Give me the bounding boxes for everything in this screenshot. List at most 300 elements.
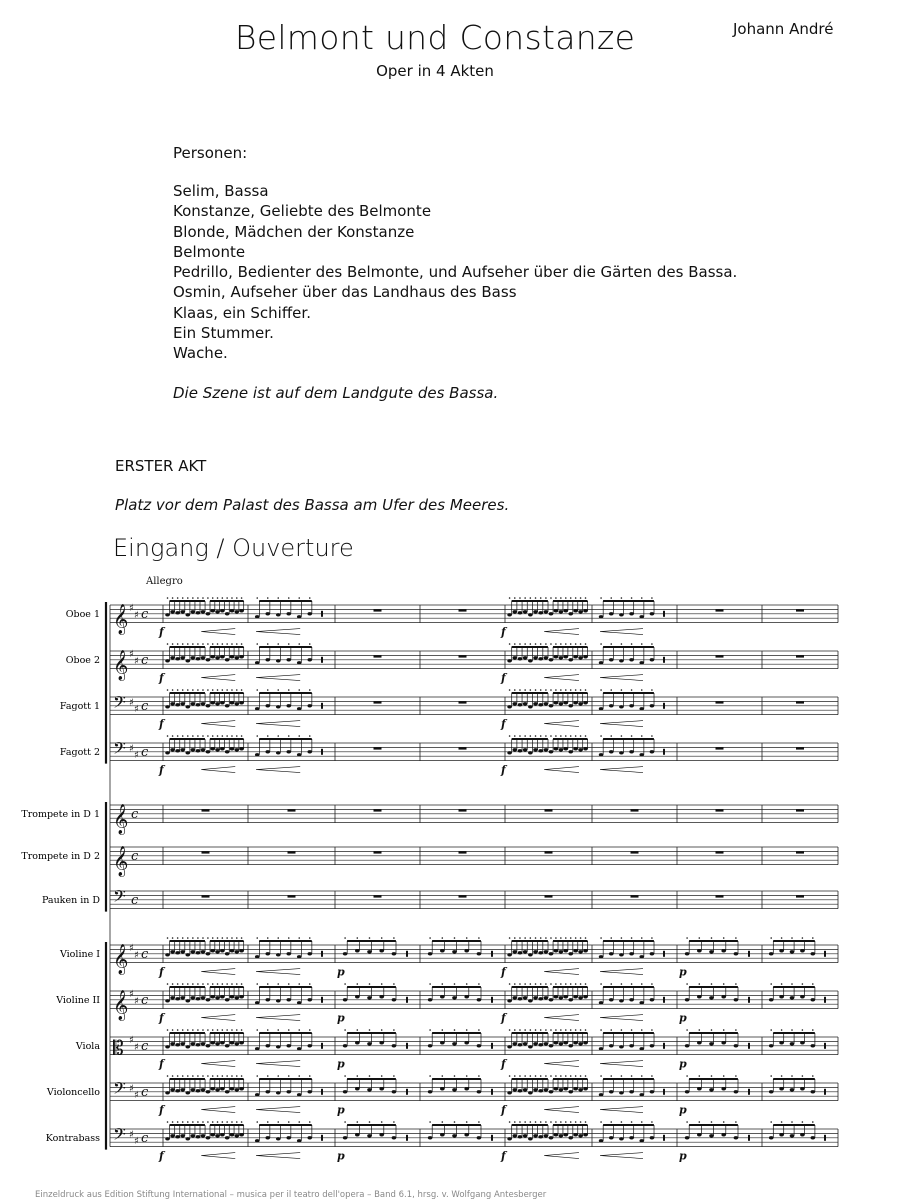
- sixteenth-note: [599, 1093, 604, 1096]
- staccato-dot: [202, 735, 204, 737]
- staccato-dot: [197, 983, 199, 985]
- sixteenth-note: [578, 1134, 583, 1137]
- sixteenth-note: [234, 702, 239, 705]
- staccato-dot: [256, 597, 258, 599]
- staccato-dot: [651, 689, 653, 691]
- quarter-rest-icon: [321, 657, 323, 663]
- staccato-dot: [812, 1075, 814, 1077]
- sixteenth-note: [196, 611, 201, 614]
- staccato-dot: [641, 735, 643, 737]
- staccato-dot: [182, 735, 184, 737]
- staccato-dot: [222, 597, 224, 599]
- staccato-dot: [236, 735, 238, 737]
- sixteenth-note: [170, 748, 175, 751]
- sixteenth-note: [554, 1041, 559, 1044]
- staccato-dot: [686, 1029, 688, 1031]
- staccato-dot: [177, 983, 179, 985]
- staccato-dot: [781, 1121, 783, 1123]
- sixteenth-note: [533, 1134, 538, 1137]
- sixteenth-note: [201, 702, 206, 705]
- time-signature: c: [141, 946, 149, 962]
- sixteenth-note: [210, 949, 215, 952]
- sharp-icon: ♯: [134, 750, 139, 761]
- sixteenth-note: [286, 1044, 291, 1047]
- sixteenth-note: [528, 1091, 533, 1094]
- staccato-dot: [550, 643, 552, 645]
- sixteenth-note: [518, 749, 523, 752]
- staccato-dot: [535, 1121, 537, 1123]
- sixteenth-note: [220, 1133, 225, 1136]
- sixteenth-note: [165, 613, 170, 616]
- staccato-dot: [202, 937, 204, 939]
- staccato-dot: [226, 1029, 228, 1031]
- eighth-note: [379, 1087, 384, 1090]
- sixteenth-note: [544, 1042, 549, 1045]
- staccato-dot: [277, 1121, 279, 1123]
- sixteenth-note: [170, 610, 175, 613]
- sixteenth-note: [629, 750, 634, 753]
- staccato-dot: [393, 937, 395, 939]
- staccato-dot: [550, 735, 552, 737]
- staccato-dot: [478, 937, 480, 939]
- staccato-dot: [442, 983, 444, 985]
- sixteenth-note: [165, 999, 170, 1002]
- sixteenth-note: [180, 748, 185, 751]
- sixteenth-note: [523, 656, 528, 659]
- staccato-dot: [802, 1121, 804, 1123]
- staccato-dot: [197, 735, 199, 737]
- staccato-dot: [182, 643, 184, 645]
- staccato-dot: [519, 1029, 521, 1031]
- whole-rest-icon: [716, 851, 724, 853]
- quarter-rest-icon: [321, 703, 323, 709]
- staccato-dot: [514, 689, 516, 691]
- staccato-dot: [309, 643, 311, 645]
- dynamic-piano: p: [679, 1057, 687, 1071]
- sixteenth-note: [255, 955, 260, 958]
- sixteenth-note: [180, 996, 185, 999]
- staccato-dot: [357, 1121, 359, 1123]
- staccato-dot: [580, 597, 582, 599]
- eighth-note: [428, 1136, 433, 1139]
- staccato-dot: [187, 1075, 189, 1077]
- staccato-dot: [393, 983, 395, 985]
- sixteenth-note: [225, 1136, 230, 1139]
- staccato-dot: [256, 689, 258, 691]
- staccato-dot: [711, 1121, 713, 1123]
- staccato-dot: [550, 983, 552, 985]
- sixteenth-note: [215, 1042, 220, 1045]
- staccato-dot: [560, 735, 562, 737]
- staccato-dot: [781, 937, 783, 939]
- whole-rest-icon: [288, 809, 296, 811]
- staccato-dot: [600, 597, 602, 599]
- dynamic-piano: p: [337, 965, 345, 979]
- staccato-dot: [610, 643, 612, 645]
- sixteenth-note: [297, 1047, 302, 1050]
- sixteenth-note: [220, 655, 225, 658]
- sixteenth-note: [206, 750, 211, 753]
- sixteenth-note: [206, 952, 211, 955]
- eighth-note: [709, 950, 714, 953]
- staccato-dot: [610, 1075, 612, 1077]
- staccato-dot: [357, 937, 359, 939]
- sixteenth-note: [544, 702, 549, 705]
- dynamic-piano: p: [337, 1057, 345, 1071]
- staccato-dot: [535, 983, 537, 985]
- staccato-dot: [231, 735, 233, 737]
- staccato-dot: [267, 1075, 269, 1077]
- crescendo-hairpin: [201, 721, 235, 727]
- crescendo-hairpin: [600, 1153, 643, 1159]
- staccato-dot: [555, 643, 557, 645]
- sixteenth-note: [609, 704, 614, 707]
- sixteenth-note: [210, 1041, 215, 1044]
- sixteenth-note: [559, 996, 564, 999]
- sixteenth-note: [583, 655, 588, 658]
- sixteenth-note: [307, 658, 312, 661]
- staccato-dot: [226, 689, 228, 691]
- staccato-dot: [530, 1121, 532, 1123]
- eighth-note: [464, 995, 469, 998]
- staccato-dot: [192, 1075, 194, 1077]
- sixteenth-note: [563, 1041, 568, 1044]
- sixteenth-note: [206, 1044, 211, 1047]
- eighth-note: [734, 952, 739, 955]
- sixteenth-note: [206, 998, 211, 1001]
- staccato-dot: [540, 937, 542, 939]
- act-place: Platz vor dem Palast des Bassa am Ufer des Meeres.: [115, 496, 510, 514]
- eighth-note: [779, 1041, 784, 1044]
- cast-item: Blonde, Mädchen der Konstanze: [173, 222, 415, 241]
- sixteenth-note: [234, 950, 239, 953]
- staccato-dot: [182, 1029, 184, 1031]
- sixteenth-note: [523, 748, 528, 751]
- staccato-dot: [651, 597, 653, 599]
- sixteenth-note: [175, 749, 180, 752]
- sixteenth-note: [239, 609, 244, 612]
- staccato-dot: [610, 689, 612, 691]
- staccato-dot: [524, 1075, 526, 1077]
- sharp-icon: ♯: [129, 1129, 134, 1141]
- staccato-dot: [711, 1029, 713, 1031]
- staccato-dot: [236, 1121, 238, 1123]
- eighth-note: [343, 1044, 348, 1047]
- whole-rest-icon: [545, 851, 553, 853]
- treble-clef-icon: 𝄞: [113, 990, 129, 1021]
- staccato-dot: [277, 1029, 279, 1031]
- staccato-dot: [711, 1075, 713, 1077]
- quarter-rest-icon: [663, 1043, 665, 1049]
- sixteenth-note: [639, 1093, 644, 1096]
- crescendo-hairpin: [201, 767, 235, 773]
- staccato-dot: [791, 937, 793, 939]
- dynamic-forte: f: [501, 1011, 506, 1025]
- staccato-dot: [277, 643, 279, 645]
- sixteenth-note: [185, 1091, 190, 1094]
- staccato-dot: [217, 1121, 219, 1123]
- sixteenth-note: [549, 1090, 554, 1093]
- sixteenth-note: [220, 995, 225, 998]
- staccato-dot: [217, 735, 219, 737]
- sixteenth-note: [583, 701, 588, 704]
- sixteenth-note: [201, 748, 206, 751]
- staccato-dot: [309, 1029, 311, 1031]
- whole-rest-icon: [459, 809, 467, 811]
- sixteenth-note: [549, 750, 554, 753]
- sixteenth-note: [185, 705, 190, 708]
- staccato-dot: [555, 735, 557, 737]
- whole-rest-icon: [716, 895, 724, 897]
- sixteenth-note: [533, 702, 538, 705]
- sixteenth-note: [255, 1001, 260, 1004]
- staccato-dot: [298, 1121, 300, 1123]
- dynamic-forte: f: [159, 763, 164, 777]
- eighth-note: [355, 1087, 360, 1090]
- staccato-dot: [560, 1075, 562, 1077]
- staccato-dot: [509, 689, 511, 691]
- sixteenth-note: [650, 998, 655, 1001]
- staccato-dot: [207, 983, 209, 985]
- sixteenth-note: [573, 1041, 578, 1044]
- staccato-dot: [524, 1029, 526, 1031]
- staccato-dot: [167, 937, 169, 939]
- instrument-label: Viola: [75, 1040, 100, 1052]
- staccato-dot: [545, 983, 547, 985]
- sixteenth-note: [276, 1137, 281, 1140]
- staccato-dot: [535, 937, 537, 939]
- staccato-dot: [241, 1121, 243, 1123]
- staccato-dot: [182, 1121, 184, 1123]
- staccato-dot: [550, 1029, 552, 1031]
- staccato-dot: [267, 1029, 269, 1031]
- sixteenth-note: [196, 951, 201, 954]
- sixteenth-note: [201, 996, 206, 999]
- staccato-dot: [699, 937, 701, 939]
- time-signature: c: [141, 744, 149, 760]
- bass-clef-icon: 𝄢: [113, 886, 126, 911]
- sixteenth-note: [619, 953, 624, 956]
- staccato-dot: [535, 1075, 537, 1077]
- staccato-dot: [182, 983, 184, 985]
- staccato-dot: [530, 597, 532, 599]
- sixteenth-note: [568, 612, 573, 615]
- staccato-dot: [735, 1121, 737, 1123]
- staccato-dot: [585, 983, 587, 985]
- whole-rest-icon: [374, 655, 382, 657]
- sixteenth-note: [549, 704, 554, 707]
- score-subtitle: Oper in 4 Akten: [376, 62, 494, 80]
- dynamic-forte: f: [159, 1149, 164, 1163]
- sixteenth-note: [559, 950, 564, 953]
- staccato-dot: [256, 1029, 258, 1031]
- crescendo-hairpin: [600, 1061, 643, 1067]
- crescendo-hairpin: [256, 1015, 300, 1021]
- sixteenth-note: [297, 753, 302, 756]
- sixteenth-note: [286, 612, 291, 615]
- staccato-dot: [197, 597, 199, 599]
- sixteenth-note: [563, 1087, 568, 1090]
- staccato-dot: [222, 983, 224, 985]
- staccato-dot: [570, 597, 572, 599]
- eighth-note: [343, 998, 348, 1001]
- sixteenth-note: [307, 1044, 312, 1047]
- sixteenth-note: [196, 657, 201, 660]
- sixteenth-note: [568, 750, 573, 753]
- sixteenth-note: [297, 707, 302, 710]
- staccato-dot: [369, 937, 371, 939]
- sixteenth-note: [568, 998, 573, 1001]
- sixteenth-note: [523, 1134, 528, 1137]
- crescendo-hairpin: [256, 1107, 300, 1113]
- sixteenth-note: [507, 659, 512, 662]
- sixteenth-note: [609, 998, 614, 1001]
- staccato-dot: [723, 937, 725, 939]
- sixteenth-note: [544, 996, 549, 999]
- sixteenth-note: [512, 950, 517, 953]
- bass-clef-icon: 𝄢: [113, 1078, 126, 1103]
- dynamic-piano: p: [679, 1011, 687, 1025]
- sixteenth-note: [650, 658, 655, 661]
- eighth-note: [452, 1042, 457, 1045]
- sixteenth-note: [619, 659, 624, 662]
- sixteenth-note: [609, 1090, 614, 1093]
- staccato-dot: [509, 735, 511, 737]
- sixteenth-note: [583, 1087, 588, 1090]
- sixteenth-note: [554, 949, 559, 952]
- movement-title: Eingang / Ouverture: [113, 534, 354, 562]
- sixteenth-note: [549, 952, 554, 955]
- staccato-dot: [540, 1029, 542, 1031]
- sixteenth-note: [563, 949, 568, 952]
- sixteenth-note: [225, 612, 230, 615]
- eighth-note: [734, 998, 739, 1001]
- sixteenth-note: [650, 1090, 655, 1093]
- staccato-dot: [514, 1121, 516, 1123]
- staccato-dot: [524, 597, 526, 599]
- eighth-note: [392, 1044, 397, 1047]
- staccato-dot: [550, 597, 552, 599]
- staccato-dot: [600, 1121, 602, 1123]
- staccato-dot: [514, 735, 516, 737]
- quarter-rest-icon: [663, 657, 665, 663]
- sixteenth-note: [578, 748, 583, 751]
- sixteenth-note: [297, 955, 302, 958]
- staccato-dot: [621, 735, 623, 737]
- sixteenth-note: [175, 1135, 180, 1138]
- sixteenth-note: [568, 658, 573, 661]
- sixteenth-note: [533, 1088, 538, 1091]
- eighth-note: [790, 950, 795, 953]
- whole-rest-icon: [459, 895, 467, 897]
- staccato-dot: [610, 735, 612, 737]
- eighth-note: [721, 1087, 726, 1090]
- sixteenth-note: [191, 950, 196, 953]
- staccato-dot: [524, 689, 526, 691]
- staccato-dot: [256, 983, 258, 985]
- staccato-dot: [580, 1121, 582, 1123]
- staccato-dot: [560, 689, 562, 691]
- sixteenth-note: [578, 1042, 583, 1045]
- treble-clef-icon: 𝄞: [113, 604, 129, 635]
- eighth-note: [452, 1134, 457, 1137]
- staccato-dot: [575, 689, 577, 691]
- staccato-dot: [442, 937, 444, 939]
- treble-clef-icon: 𝄞: [113, 846, 129, 877]
- sixteenth-note: [297, 1093, 302, 1096]
- staccato-dot: [641, 689, 643, 691]
- sixteenth-note: [512, 1134, 517, 1137]
- staccato-dot: [202, 1121, 204, 1123]
- staccato-dot: [177, 1029, 179, 1031]
- staccato-dot: [509, 1029, 511, 1031]
- staccato-dot: [555, 1029, 557, 1031]
- staccato-dot: [267, 597, 269, 599]
- eighth-note: [697, 995, 702, 998]
- staccato-dot: [770, 1121, 772, 1123]
- staccato-dot: [631, 643, 633, 645]
- sixteenth-note: [563, 747, 568, 750]
- sixteenth-note: [518, 1089, 523, 1092]
- eighth-note: [355, 995, 360, 998]
- staccato-dot: [802, 1075, 804, 1077]
- staccato-dot: [540, 643, 542, 645]
- quarter-rest-icon: [824, 1043, 826, 1049]
- sixteenth-note: [230, 1041, 235, 1044]
- sixteenth-note: [523, 996, 528, 999]
- eighth-note: [367, 996, 372, 999]
- staccato-dot: [177, 689, 179, 691]
- staccato-dot: [197, 643, 199, 645]
- bass-clef-icon: 𝄢: [113, 738, 126, 763]
- staccato-dot: [711, 983, 713, 985]
- sixteenth-note: [297, 1001, 302, 1004]
- staccato-dot: [187, 1029, 189, 1031]
- sixteenth-note: [559, 748, 564, 751]
- staccato-dot: [519, 597, 521, 599]
- time-signature: c: [141, 1038, 149, 1054]
- sixteenth-note: [609, 612, 614, 615]
- sixteenth-note: [239, 995, 244, 998]
- eighth-note: [697, 1087, 702, 1090]
- staccato-dot: [610, 983, 612, 985]
- sixteenth-note: [609, 750, 614, 753]
- sixteenth-note: [518, 1135, 523, 1138]
- eighth-note: [800, 1041, 805, 1044]
- quarter-rest-icon: [663, 997, 665, 1003]
- sixteenth-note: [276, 1091, 281, 1094]
- staccato-dot: [177, 597, 179, 599]
- staccato-dot: [217, 1029, 219, 1031]
- eighth-note: [392, 998, 397, 1001]
- staccato-dot: [202, 597, 204, 599]
- sixteenth-note: [170, 1042, 175, 1045]
- staccato-dot: [631, 735, 633, 737]
- staccato-dot: [524, 735, 526, 737]
- sixteenth-note: [559, 1042, 564, 1045]
- sixteenth-note: [583, 747, 588, 750]
- sixteenth-note: [650, 704, 655, 707]
- staccato-dot: [580, 983, 582, 985]
- staccato-dot: [519, 983, 521, 985]
- dynamic-forte: f: [159, 1011, 164, 1025]
- staccato-dot: [236, 983, 238, 985]
- eighth-note: [464, 949, 469, 952]
- sixteenth-note: [554, 995, 559, 998]
- staccato-dot: [600, 689, 602, 691]
- eighth-note: [367, 1042, 372, 1045]
- staccato-dot: [631, 597, 633, 599]
